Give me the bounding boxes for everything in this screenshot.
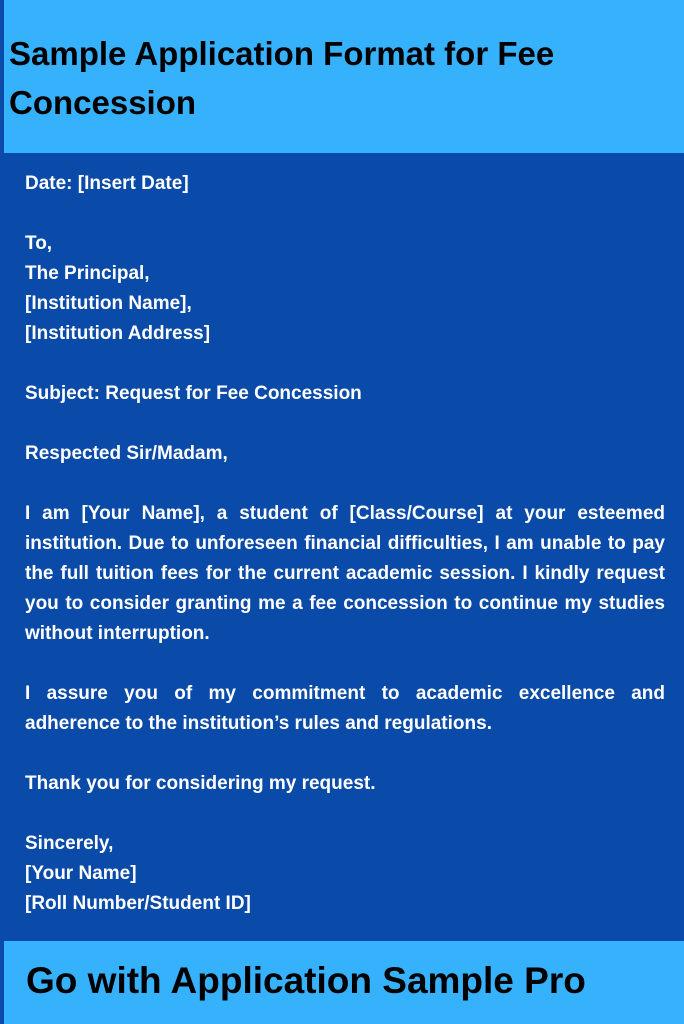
letter-panel — [0, 153, 684, 941]
letter-address-block — [25, 229, 665, 349]
letter-recipient: The Principal, — [25, 263, 150, 284]
letter-signature-id: [Roll Number/Student ID] — [25, 893, 251, 914]
letter-to: To, — [25, 233, 53, 254]
letter-subject: Subject: Request for Fee Concession — [25, 383, 362, 404]
letter-paragraph-1: I am [Your Name], a student of [Class/Course] at your esteemed institution. Due to unforeseen financial difficulties, I am unable to pay the full tuition fees for the current academic session. I kindly request you to consider granting me a fee concession to continue my studies without interruption. — [25, 503, 665, 644]
footer-banner — [0, 941, 684, 1024]
letter-institution-address: [Institution Address] — [25, 323, 211, 344]
letter-institution-name: [Institution Name], — [25, 293, 192, 314]
letter-date: Date: [Insert Date] — [25, 173, 189, 194]
letter-closing: Sincerely, — [25, 833, 114, 854]
letter-paragraph-2: I assure you of my commitment to academic excellence and adherence to the institution’s rules and regulations. — [25, 683, 665, 734]
page-title: Sample Application Format for Fee Concession — [9, 35, 555, 121]
footer-text: Go with Application Sample Pro — [26, 960, 586, 1001]
letter-salutation: Respected Sir/Madam, — [25, 443, 228, 464]
letter-body — [25, 169, 665, 919]
letter-thanks: Thank you for considering my request. — [25, 773, 376, 794]
letter-signature-block — [25, 829, 665, 919]
letter-signature-name: [Your Name] — [25, 863, 137, 884]
header-banner — [0, 0, 684, 153]
